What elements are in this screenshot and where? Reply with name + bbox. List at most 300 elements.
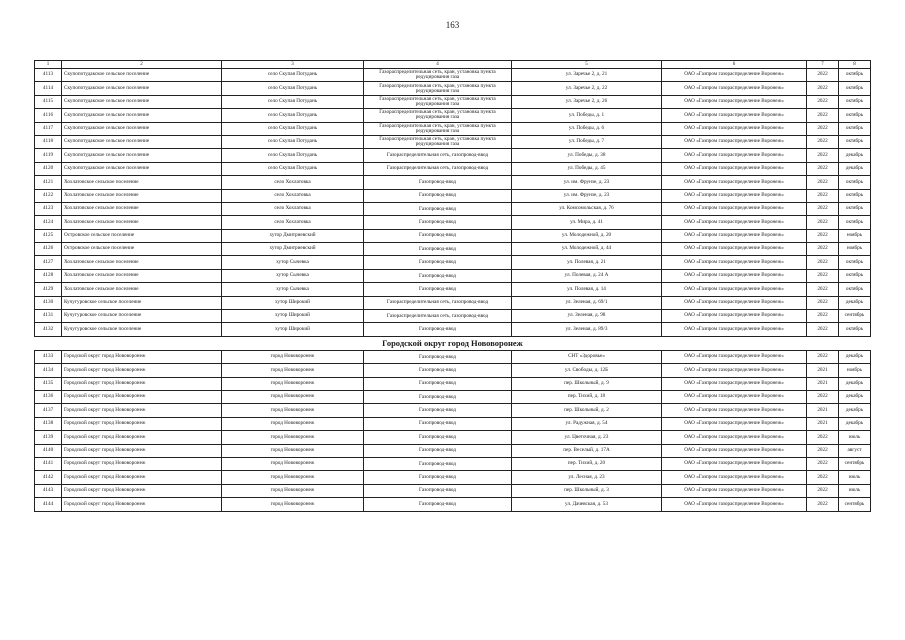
object-cell: Газопровод-ввод	[364, 471, 512, 484]
address-cell: ул. Комсомольская, д. 76	[512, 202, 662, 215]
row-number: 4129	[35, 283, 62, 296]
year-cell: 2021	[807, 364, 839, 377]
municipality-cell: Хохлатовское сельское поселение	[62, 256, 222, 269]
locality-cell: село Хохлатовка	[222, 216, 364, 229]
municipality-cell: Городской округ город Нововоронеж	[62, 498, 222, 511]
locality-cell: село Хохлатовка	[222, 202, 364, 215]
table-row	[35, 189, 871, 202]
object-cell: Газопровод-ввод	[364, 431, 512, 444]
locality-cell: хутор Широкий	[222, 296, 364, 309]
address-cell: ул. Заречье 2, д. 21	[512, 69, 662, 82]
table-row	[35, 69, 871, 82]
object-cell: Газопровод-ввод	[364, 283, 512, 296]
table-body-rural	[35, 69, 871, 337]
object-cell: Газопровод-ввод	[364, 484, 512, 497]
row-number: 4127	[35, 256, 62, 269]
municipality-cell: Хохлатовское сельское поселение	[62, 202, 222, 215]
locality-cell: город Нововоронеж	[222, 471, 364, 484]
section-title: Городской округ город Нововоронеж	[35, 336, 871, 350]
table-row	[35, 323, 871, 336]
object-cell: Газораспределительная сеть, газопровод-ввод	[364, 162, 512, 175]
year-cell: 2022	[807, 109, 839, 122]
row-number: 4138	[35, 417, 62, 430]
object-cell: Газопровод-ввод	[364, 457, 512, 470]
row-number: 4137	[35, 404, 62, 417]
address-cell: ул. Победы, д. 1	[512, 109, 662, 122]
operator-cell: ОАО «Газпром газораспределение Воронеж»	[662, 162, 807, 175]
object-cell: Газораспределительная сеть, кран, установка пункта редуцирования газа	[364, 122, 512, 135]
locality-cell: хутор Сычевка	[222, 256, 364, 269]
row-number: 4144	[35, 498, 62, 511]
address-cell: ул. Победы, д. 38	[512, 149, 662, 162]
row-number: 4135	[35, 377, 62, 390]
table-row	[35, 498, 871, 511]
municipality-cell: Скупопотудакское сельское поселение	[62, 149, 222, 162]
month-cell: октябрь	[839, 189, 871, 202]
row-number: 4140	[35, 444, 62, 457]
object-cell: Газопровод-ввод	[364, 390, 512, 403]
operator-cell: ОАО «Газпром газораспределение Воронеж»	[662, 471, 807, 484]
address-cell: ул. Полевая, д. 21	[512, 256, 662, 269]
municipality-cell: Городской округ город Нововоронеж	[62, 444, 222, 457]
municipality-cell: Скупопотудакское сельское поселение	[62, 69, 222, 82]
municipality-cell: Городской округ город Нововоронеж	[62, 431, 222, 444]
operator-cell: ОАО «Газпром газораспределение Воронеж»	[662, 283, 807, 296]
year-cell: 2022	[807, 256, 839, 269]
year-cell: 2022	[807, 296, 839, 309]
year-cell: 2022	[807, 471, 839, 484]
row-number: 4143	[35, 484, 62, 497]
address-cell: ул. Зеленая, д. 98	[512, 310, 662, 323]
column-header: 3	[222, 61, 364, 69]
operator-cell: ОАО «Газпром газораспределение Воронеж»	[662, 216, 807, 229]
address-cell: ул. Зеленая, д. 89/3	[512, 323, 662, 336]
month-cell: декабрь	[839, 162, 871, 175]
locality-cell: город Нововоронеж	[222, 484, 364, 497]
operator-cell: ОАО «Газпром газораспределение Воронеж»	[662, 457, 807, 470]
municipality-cell: Хохлатовское сельское поселение	[62, 283, 222, 296]
table-row	[35, 95, 871, 108]
row-number: 4116	[35, 109, 62, 122]
operator-cell: ОАО «Газпром газораспределение Воронеж»	[662, 484, 807, 497]
year-cell: 2022	[807, 323, 839, 336]
year-cell: 2021	[807, 404, 839, 417]
address-cell: пер. Тихий, д. 20	[512, 457, 662, 470]
municipality-cell: Островское сельское поселение	[62, 243, 222, 256]
row-number: 4139	[35, 431, 62, 444]
year-cell: 2022	[807, 431, 839, 444]
month-cell: октябрь	[839, 216, 871, 229]
year-cell: 2022	[807, 202, 839, 215]
table-row	[35, 390, 871, 403]
year-cell: 2022	[807, 229, 839, 242]
locality-cell: город Нововоронеж	[222, 364, 364, 377]
table-row	[35, 229, 871, 242]
column-header: 5	[512, 61, 662, 69]
month-cell: ноябрь	[839, 364, 871, 377]
municipality-cell: Скупопотудакское сельское поселение	[62, 82, 222, 95]
object-cell: Газопровод-ввод	[364, 350, 512, 363]
year-cell: 2022	[807, 82, 839, 95]
municipality-cell: Городской округ город Нововоронеж	[62, 457, 222, 470]
month-cell: декабрь	[839, 404, 871, 417]
operator-cell: ОАО «Газпром газораспределение Воронеж»	[662, 135, 807, 148]
municipality-cell: Городской округ город Нововоронеж	[62, 404, 222, 417]
address-cell: ул. Дачевская, д. 53	[512, 498, 662, 511]
municipality-cell: Городской округ город Нововоронеж	[62, 350, 222, 363]
year-cell: 2022	[807, 135, 839, 148]
year-cell: 2022	[807, 216, 839, 229]
operator-cell: ОАО «Газпром газораспределение Воронеж»	[662, 109, 807, 122]
year-cell: 2022	[807, 498, 839, 511]
object-cell: Газораспределительная сеть, газопровод-ввод	[364, 149, 512, 162]
month-cell: октябрь	[839, 109, 871, 122]
object-cell: Газораспределительная сеть, кран, установка пункта редуцирования газа	[364, 95, 512, 108]
object-cell: Газопровод-ввод	[364, 269, 512, 282]
address-cell: ул. Мира, д. 41	[512, 216, 662, 229]
operator-cell: ОАО «Газпром газораспределение Воронеж»	[662, 82, 807, 95]
table-row	[35, 202, 871, 215]
page-number: 163	[445, 20, 460, 30]
row-number: 4141	[35, 457, 62, 470]
month-cell: июль	[839, 471, 871, 484]
address-cell: ул. Победы, д. 45	[512, 162, 662, 175]
address-cell: ул. Победы, д. 6	[512, 122, 662, 135]
month-cell: октябрь	[839, 202, 871, 215]
locality-cell: хутор Широкий	[222, 310, 364, 323]
column-header: 7	[807, 61, 839, 69]
month-cell: октябрь	[839, 269, 871, 282]
object-cell: Газопровод-ввод	[364, 417, 512, 430]
locality-cell: село Скупая Потудань	[222, 135, 364, 148]
operator-cell: ОАО «Газпром газораспределение Воронеж»	[662, 323, 807, 336]
address-cell: ул. Свободы, д. 12Б	[512, 364, 662, 377]
month-cell: август	[839, 444, 871, 457]
section-header	[35, 336, 871, 350]
year-cell: 2022	[807, 149, 839, 162]
object-cell: Газопровод-ввод	[364, 444, 512, 457]
operator-cell: ОАО «Газпром газораспределение Воронеж»	[662, 122, 807, 135]
year-cell: 2022	[807, 122, 839, 135]
table-row	[35, 310, 871, 323]
object-cell: Газопровод-ввод	[364, 202, 512, 215]
month-cell: декабрь	[839, 377, 871, 390]
municipality-cell: Городской округ город Нововоронеж	[62, 484, 222, 497]
municipality-cell: Скупопотудакское сельское поселение	[62, 135, 222, 148]
municipality-cell: Кучугуровское сельское поселение	[62, 323, 222, 336]
operator-cell: ОАО «Газпром газораспределение Воронеж»	[662, 310, 807, 323]
operator-cell: ОАО «Газпром газораспределение Воронеж»	[662, 417, 807, 430]
locality-cell: село Скупая Потудань	[222, 162, 364, 175]
operator-cell: ОАО «Газпром газораспределение Воронеж»	[662, 256, 807, 269]
table-row	[35, 82, 871, 95]
address-cell: ул. Полевая, д. 24 А	[512, 269, 662, 282]
locality-cell: город Нововоронеж	[222, 444, 364, 457]
operator-cell: ОАО «Газпром газораспределение Воронеж»	[662, 431, 807, 444]
month-cell: октябрь	[839, 283, 871, 296]
row-number: 4134	[35, 364, 62, 377]
column-header: 2	[62, 61, 222, 69]
operator-cell: ОАО «Газпром газораспределение Воронеж»	[662, 95, 807, 108]
row-number: 4142	[35, 471, 62, 484]
month-cell: декабрь	[839, 350, 871, 363]
municipality-cell: Городской округ город Нововоронеж	[62, 377, 222, 390]
year-cell: 2022	[807, 95, 839, 108]
table-row	[35, 176, 871, 189]
object-cell: Газопровод-ввод	[364, 377, 512, 390]
address-cell: пер. Школьный, д. 2	[512, 404, 662, 417]
month-cell: сентябрь	[839, 310, 871, 323]
table-row	[35, 256, 871, 269]
month-cell: ноябрь	[839, 229, 871, 242]
operator-cell: ОАО «Газпром газораспределение Воронеж»	[662, 377, 807, 390]
object-cell: Газопровод-ввод	[364, 323, 512, 336]
row-number: 4124	[35, 216, 62, 229]
locality-cell: город Нововоронеж	[222, 404, 364, 417]
operator-cell: ОАО «Газпром газораспределение Воронеж»	[662, 229, 807, 242]
locality-cell: село Скупая Потудань	[222, 149, 364, 162]
month-cell: октябрь	[839, 122, 871, 135]
locality-cell: город Нововоронеж	[222, 390, 364, 403]
operator-cell: ОАО «Газпром газораспределение Воронеж»	[662, 498, 807, 511]
object-cell: Газопровод-ввод	[364, 498, 512, 511]
address-cell: ул. Заречье 2, д. 26	[512, 95, 662, 108]
month-cell: сентябрь	[839, 457, 871, 470]
address-cell: ул. Радужная, д. 54	[512, 417, 662, 430]
operator-cell: ОАО «Газпром газораспределение Воронеж»	[662, 350, 807, 363]
operator-cell: ОАО «Газпром газораспределение Воронеж»	[662, 149, 807, 162]
municipality-cell: Хохлатовское сельское поселение	[62, 269, 222, 282]
row-number: 4131	[35, 310, 62, 323]
municipality-cell: Городской округ город Нововоронеж	[62, 390, 222, 403]
locality-cell: хутор Дмитриевский	[222, 229, 364, 242]
locality-cell: город Нововоронеж	[222, 498, 364, 511]
month-cell: октябрь	[839, 176, 871, 189]
operator-cell: ОАО «Газпром газораспределение Воронеж»	[662, 243, 807, 256]
municipality-cell: Островское сельское поселение	[62, 229, 222, 242]
object-cell: Газораспределительная сеть, кран, установка пункта редуцирования газа	[364, 69, 512, 82]
year-cell: 2022	[807, 390, 839, 403]
year-cell: 2022	[807, 176, 839, 189]
municipality-cell: Городской округ город Нововоронеж	[62, 417, 222, 430]
row-number: 4117	[35, 122, 62, 135]
operator-cell: ОАО «Газпром газораспределение Воронеж»	[662, 269, 807, 282]
object-cell: Газопровод-ввод	[364, 229, 512, 242]
address-cell: пер. Школьный, д. 9	[512, 377, 662, 390]
section-row	[35, 336, 871, 350]
row-number: 4125	[35, 229, 62, 242]
address-cell: ул. Молодежной, д. 44	[512, 243, 662, 256]
object-cell: Газораспределительная сеть, газопровод-ввод	[364, 296, 512, 309]
locality-cell: село Хохлатовка	[222, 189, 364, 202]
column-header: 1	[35, 61, 62, 69]
locality-cell: город Нововоронеж	[222, 431, 364, 444]
municipality-cell: Городской округ город Нововоронеж	[62, 471, 222, 484]
row-number: 4120	[35, 162, 62, 175]
address-cell: ул. Победы, д. 7	[512, 135, 662, 148]
gasification-table	[34, 60, 871, 512]
row-number: 4115	[35, 95, 62, 108]
table-row	[35, 122, 871, 135]
municipality-cell: Скупопотудакское сельское поселение	[62, 109, 222, 122]
operator-cell: ОАО «Газпром газораспределение Воронеж»	[662, 176, 807, 189]
locality-cell: село Хохлатовка	[222, 176, 364, 189]
table-row	[35, 149, 871, 162]
year-cell: 2022	[807, 484, 839, 497]
locality-cell: город Нововоронеж	[222, 350, 364, 363]
table-row	[35, 484, 871, 497]
month-cell: декабрь	[839, 149, 871, 162]
operator-cell: ОАО «Газпром газораспределение Воронеж»	[662, 296, 807, 309]
address-cell: ул. Цветочная, д. 23	[512, 431, 662, 444]
year-cell: 2022	[807, 310, 839, 323]
municipality-cell: Хохлатовское сельское поселение	[62, 176, 222, 189]
object-cell: Газораспределительная сеть, кран, установка пункта редуцирования газа	[364, 135, 512, 148]
month-cell: декабрь	[839, 296, 871, 309]
table-row	[35, 364, 871, 377]
object-cell: Газораспределительная сеть, газопровод-ввод	[364, 310, 512, 323]
row-number: 4122	[35, 189, 62, 202]
operator-cell: ОАО «Газпром газораспределение Воронеж»	[662, 202, 807, 215]
object-cell: Газопровод-ввод	[364, 404, 512, 417]
object-cell: Газораспределительная сеть, кран, установка пункта редуцирования газа	[364, 109, 512, 122]
month-cell: ноябрь	[839, 243, 871, 256]
month-cell: октябрь	[839, 135, 871, 148]
municipality-cell: Кучугуровское сельское поселение	[62, 296, 222, 309]
table-row	[35, 162, 871, 175]
year-cell: 2022	[807, 243, 839, 256]
table-row	[35, 471, 871, 484]
column-header: 8	[839, 61, 871, 69]
locality-cell: хутор Сычевка	[222, 283, 364, 296]
month-cell: октябрь	[839, 69, 871, 82]
address-cell: пер. Тихий, д. 18	[512, 390, 662, 403]
object-cell: Газопровод-ввод	[364, 256, 512, 269]
municipality-cell: Хохлатовское сельское поселение	[62, 189, 222, 202]
municipality-cell: Скупопотудакское сельское поселение	[62, 122, 222, 135]
municipality-cell: Скупопотудакское сельское поселение	[62, 95, 222, 108]
month-cell: октябрь	[839, 82, 871, 95]
table-row	[35, 417, 871, 430]
row-number: 4123	[35, 202, 62, 215]
year-cell: 2022	[807, 162, 839, 175]
row-number: 4113	[35, 69, 62, 82]
address-cell: ул. Полевая, д. 14	[512, 283, 662, 296]
year-cell: 2022	[807, 350, 839, 363]
object-cell: Газопровод-ввод	[364, 189, 512, 202]
locality-cell: хутор Широкий	[222, 323, 364, 336]
row-number: 4118	[35, 135, 62, 148]
table-row	[35, 283, 871, 296]
object-cell: Газопровод-ввод	[364, 364, 512, 377]
year-cell: 2022	[807, 283, 839, 296]
address-cell: ул. Зеленая, д. 69/1	[512, 296, 662, 309]
column-header: 4	[364, 61, 512, 69]
year-cell: 2022	[807, 457, 839, 470]
operator-cell: ОАО «Газпром газораспределение Воронеж»	[662, 364, 807, 377]
operator-cell: ОАО «Газпром газораспределение Воронеж»	[662, 404, 807, 417]
address-cell: ул. Молодежной, д. 20	[512, 229, 662, 242]
address-cell: ул. Заречье 2, д. 22	[512, 82, 662, 95]
table-row	[35, 404, 871, 417]
object-cell: Газопровод-ввод	[364, 216, 512, 229]
address-cell: пер. Веселый, д. 17А	[512, 444, 662, 457]
month-cell: декабрь	[839, 417, 871, 430]
row-number: 4132	[35, 323, 62, 336]
object-cell: Газопровод-ввод	[364, 243, 512, 256]
municipality-cell: Скупопотудакское сельское поселение	[62, 162, 222, 175]
year-cell: 2022	[807, 444, 839, 457]
row-number: 4119	[35, 149, 62, 162]
address-cell: ул. Лесная, д. 23	[512, 471, 662, 484]
object-cell: Газораспределительная сеть, кран, установка пункта редуцирования газа	[364, 82, 512, 95]
year-cell: 2022	[807, 69, 839, 82]
year-cell: 2022	[807, 269, 839, 282]
month-cell: декабрь	[839, 390, 871, 403]
table-row	[35, 431, 871, 444]
locality-cell: село Скупая Потудань	[222, 69, 364, 82]
municipality-cell: Хохлатовское сельское поселение	[62, 216, 222, 229]
table-row	[35, 350, 871, 363]
month-cell: июль	[839, 484, 871, 497]
operator-cell: ОАО «Газпром газораспределение Воронеж»	[662, 189, 807, 202]
year-cell: 2022	[807, 189, 839, 202]
table-row	[35, 457, 871, 470]
operator-cell: ОАО «Газпром газораспределение Воронеж»	[662, 444, 807, 457]
address-cell: СНТ «Здоровье»	[512, 350, 662, 363]
month-cell: сентябрь	[839, 498, 871, 511]
address-cell: ул. им. Фрунзе, д. 23	[512, 176, 662, 189]
row-number: 4130	[35, 296, 62, 309]
locality-cell: город Нововоронеж	[222, 417, 364, 430]
month-cell: июль	[839, 431, 871, 444]
table-row	[35, 377, 871, 390]
row-number: 4126	[35, 243, 62, 256]
table-row	[35, 444, 871, 457]
column-header: 6	[662, 61, 807, 69]
table-row	[35, 269, 871, 282]
locality-cell: город Нововоронеж	[222, 457, 364, 470]
row-number: 4128	[35, 269, 62, 282]
operator-cell: ОАО «Газпром газораспределение Воронеж»	[662, 390, 807, 403]
object-cell: Газопровод-ввод	[364, 176, 512, 189]
locality-cell: село Скупая Потудань	[222, 95, 364, 108]
row-number: 4121	[35, 176, 62, 189]
month-cell: октябрь	[839, 256, 871, 269]
month-cell: октябрь	[839, 323, 871, 336]
locality-cell: село Скупая Потудань	[222, 122, 364, 135]
locality-cell: село Скупая Потудань	[222, 82, 364, 95]
year-cell: 2021	[807, 377, 839, 390]
locality-cell: хутор Сычевка	[222, 269, 364, 282]
municipality-cell: Кучугуровское сельское поселение	[62, 310, 222, 323]
table-row	[35, 296, 871, 309]
table-row	[35, 243, 871, 256]
table-row	[35, 216, 871, 229]
locality-cell: село Скупая Потудань	[222, 109, 364, 122]
locality-cell: хутор Дмитриевский	[222, 243, 364, 256]
column-number-header-row	[35, 61, 871, 69]
row-number: 4136	[35, 390, 62, 403]
row-number: 4114	[35, 82, 62, 95]
municipality-cell: Городской округ город Нововоронеж	[62, 364, 222, 377]
operator-cell: ОАО «Газпром газораспределение Воронеж»	[662, 69, 807, 82]
table-row	[35, 135, 871, 148]
table-row	[35, 109, 871, 122]
address-cell: пер. Школьный, д. 3	[512, 484, 662, 497]
month-cell: октябрь	[839, 95, 871, 108]
address-cell: ул. им. Фрунзе, д. 23	[512, 189, 662, 202]
